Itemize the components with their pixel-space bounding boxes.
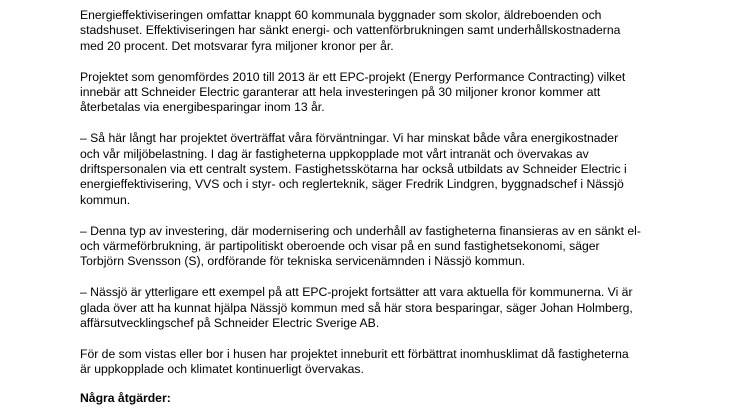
- paragraph-epc-project: [80, 70, 680, 116]
- paragraph-line: energieffektivisering, VVS och i styr- och reglerteknik, säger Fredrik Lindgren, byggnadschef i Nässjö: [80, 177, 624, 192]
- paragraph-line: är uppkopplade och klimatet kontinuerligt övervakas.: [80, 362, 364, 377]
- paragraph-line: – Nässjö är ytterligare ett exempel på att EPC-projekt fortsätter att vara aktuella för kommunerna. Vi är: [80, 285, 633, 300]
- paragraph-line: innebär att Schneider Electric garanterar att hela investeringen på 30 miljoner kronor kommer att: [80, 85, 601, 100]
- paragraph-line: Energieffektiviseringen omfattar knappt 60 kommunala byggnader som skolor, äldreboenden och: [80, 8, 602, 22]
- paragraph-line: affärsutvecklingschef på Schneider Electric Sverige AB.: [80, 316, 380, 331]
- paragraph-quote-lindgren: [80, 131, 680, 208]
- paragraph-line: För de som vistas eller bor i husen har projektet inneburit ett förbättrat inomhusklimat då fastigheterna: [80, 346, 629, 361]
- document-body: [80, 8, 680, 393]
- paragraph-line: och vår miljöbelastning. I dag är fastigheterna uppkopplade mot vårt intranät och övervakas av: [80, 146, 589, 161]
- paragraph-indoor-climate: [80, 347, 680, 378]
- paragraph-line: och värmeförbrukning, är partipolitiskt oberoende och visar på en sund fastighetsekonomi, säger: [80, 239, 600, 254]
- paragraph-line: kommun.: [80, 192, 131, 207]
- paragraph-quote-svensson: [80, 224, 680, 270]
- paragraph-line: Projektet som genomfördes 2010 till 2013 är ett EPC-projekt (Energy Performance Contracting) vilket: [80, 69, 626, 84]
- paragraph-line: – Så här långt har projektet överträffat våra förväntningar. Vi har minskat både våra energikostnader: [80, 131, 619, 146]
- paragraph-line: Torbjörn Svensson (S), ordförande för tekniska servicenämnden i Nässjö kommun.: [80, 254, 526, 269]
- paragraph-line: glada över att ha kunnat hjälpa Nässjö kommun med så här stora besparingar, säger Johan Holmberg,: [80, 300, 633, 315]
- paragraph-energy-efficiency: [80, 8, 680, 54]
- paragraph-quote-holmberg: [80, 285, 680, 331]
- paragraph-line: stadshuset. Effektiviseringen har sänkt energi- och vattenförbrukningen samt underhållskostnaderna: [80, 23, 621, 38]
- paragraph-line: med 20 procent. Det motsvarar fyra miljoner kronor per år.: [80, 38, 394, 53]
- section-heading: Några åtgärder:: [80, 391, 171, 405]
- paragraph-line: – Denna typ av investering, där modernisering och underhåll av fastigheterna finansieras av en sänkt el-: [80, 223, 641, 238]
- paragraph-line: återbetalas via energibesparingar inom 13 år.: [80, 100, 325, 115]
- paragraph-line: driftspersonalen via ett centralt system. Fastighetsskötarna har också utbildats av Schneider Electric i: [80, 162, 627, 177]
